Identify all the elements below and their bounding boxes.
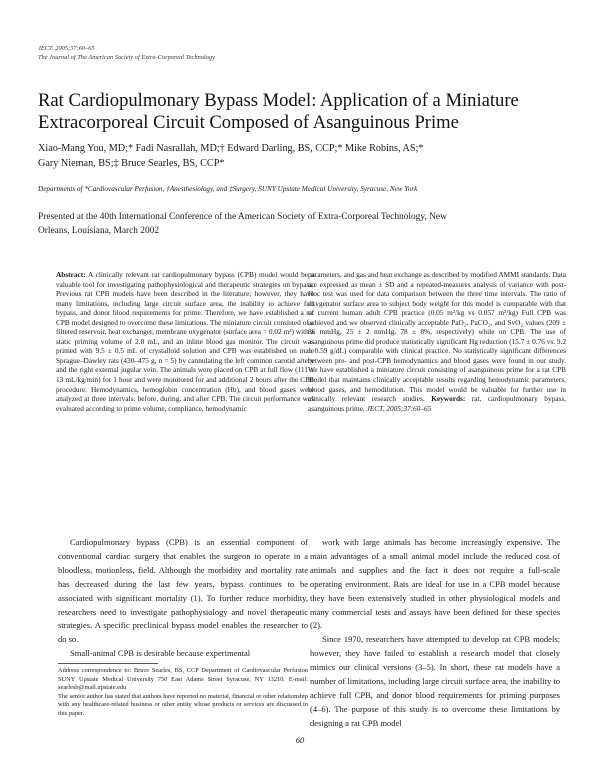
journal-citation: JECT. 2005;37:60–65 <box>38 45 95 52</box>
body-paragraph: Small-animal CPB is desirable because experimental <box>70 648 251 659</box>
abstract-left-column <box>56 270 314 413</box>
body-left-column <box>58 536 308 661</box>
abstract-text-right: parameters, and gas and heat exchange as described by modified AMMI standards. Data are expressed as mean ± SD and a repeated-measures analysis of variance with post-Hoc test was used for data comparison between the three time intervals. The ratio of oxygenator surface area to subject body weight for this model is comparable with that of current human adult CPB practice (0.05 m²/kg vs 0.057 m²/kg) Full CPB was achieved and we observed clinically acceptable PaO₂, PaCO₂, and SvO₂ values (209 ± 86 mmHg, 25 ± 2 mmHg, 78 ± 8%, respectively) while on CPB. The use of asanguinous prime did produce statistically significant Hg reduction (15.7 ± 0.76 vs. 9.2 ± 0.59 g/dL) comparable with clinical practice. No statistically significant differences between pre- and post-CPB hemodynamics and blood gases were found in our study. We have established a miniature circuit consisting of asanguinous prime for a rat CPB model that maintains clinically acceptable results regarding hemodynamic parameters, blood gases, and hemodilution. This model would be valuable for further use in clinically relevant research studies. <box>308 270 566 404</box>
presentation-note <box>38 210 558 238</box>
abstract-citation: JECT. 2005;37:60–65 <box>366 403 432 413</box>
article-title <box>38 90 578 134</box>
footnote-disclosure: The senior author has stated that authors have reported no material, financial or other relationship with any healthcare-related business or other entity whose products or services are discussed in this paper. <box>58 692 308 717</box>
journal-name: The Journal of The American Society of Extra-Corporeal Technology <box>38 54 215 61</box>
title-line-2: Extracorporeal Circuit Composed of Asanguinous Prime <box>38 112 459 133</box>
footnote <box>58 667 308 719</box>
abstract-paragraph-left <box>56 270 314 413</box>
authors-line-2: Gary Nieman, BS;‡ Bruce Searles, BS, CCP* <box>38 158 225 169</box>
body-paragraph: work with large animals has become increasingly expensive. The main advantages of a small animal model include the reduced cost of animals and supplies and the fact it does not require a full-scale operating environment. Rats are ideal for use in a CPB model because they have been extensively studied in other physiological models and many commercial tests and assays have been defined for these species (2). <box>310 537 560 631</box>
affiliations: Departments of *Cardiovascular Perfusion, †Anesthesiology, and ‡Surgery, SUNY Upstate Medical University, Syracuse, New York <box>38 185 418 193</box>
authors-line-1: Xiao-Mang You, MD;* Fadi Nasrallah, MD;† Edward Darling, BS, CCP;* Mike Robins, AS;* <box>38 143 424 154</box>
abstract-label: Abstract: <box>56 270 86 279</box>
footnote-divider <box>58 663 158 664</box>
presented-line-2: Orleans, Louisiana, March 2002 <box>38 226 160 236</box>
presented-line-1: Presented at the 40th International Conference of the American Society of Extra-Corporeal Technology, New <box>38 212 447 222</box>
footnote-correspondence: Address correspondence to: Bruce Searles, BS, CCP Department of Cardiovascular Perfusion SUNY Upstate Medical University 750 East Adams Street Syracuse, NY 13210. E-mail: searlesb@mail.upstate.edu <box>58 667 308 692</box>
body-paragraph: Cardiopulmonary bypass (CPB) is an essential component of conventional cardiac surgery that enables the surgeon to operate in a bloodless, motionless, field. Although the morbidity and mortality rate has decreased during the last few years, bypass continues to be associated with significant mortality (1). To further reduce morbidity, researchers need to investigate pathophysiology and novel therapeutic strategies. A specific preclinical bypass model enables the researcher to do so. <box>58 537 308 645</box>
abstract-paragraph-right <box>308 270 566 413</box>
author-list <box>38 141 578 171</box>
title-line-1: Rat Cardiopulmonary Bypass Model: Application of a Miniature <box>38 90 519 111</box>
abstract-text-left: A clinically relevant rat cardiopulmonary bypass (CPB) model would be a valuable tool for investigating pathophysiological and therapeutic strategies on bypass. Previous rat CPB models have been described in the literature; however, they have many limitations, including large circuit surface area, the inability to achieve full bypass, and donor blood requirements for prime. Therefore, we have established a rat CPB model designed to overcome these limitations. The miniature circuit consisted of a filtered reservoir, heat exchanger, membrane oxygenator (surface area = 0.02 m²) with a static priming volume of 2.8 mL, and an inline blood gas monitor. The circuit was primed with 9.5 ± 0.5 mL of crystalloid solution and CPB was established on male Sprague–Dawley rats (430–475 g, n = 5) by cannulating the left common carotid artery and the right external jugular vein. The animals were placed on CPB at full flow (111 ± 13 mL/kg/min) for 1 hour and were monitored for and additional 2 hours after the CPB procedure. Hemodynamics, hemoglobin concentration (Hb), and blood gases were analyzed at three intervals: before, during, and after CPB. The circuit performance was evaluated according to prime volume, compliance, hemodynamic <box>56 270 315 413</box>
body-right-column <box>310 536 560 731</box>
journal-header <box>38 44 215 62</box>
abstract-right-column <box>308 270 566 413</box>
keywords-text: rat, cardiopulmonary bypass, asanguinous prime. <box>308 394 566 413</box>
page-number: 60 <box>295 735 305 745</box>
keywords-label: Keywords: <box>431 394 466 404</box>
body-paragraph: Since 1970, researchers have attempted to develop rat CPB models; however, they have failed to establish a research model that closely mimics our clinical versions (3–5). In short, these rat models have a number of limitations, including large circuit surface area, the inability to achieve full CPB, and donor blood requirements for priming purposes (4–6). The purpose of this study is to overcome these limitations by designing a rat CPB model <box>310 634 560 728</box>
